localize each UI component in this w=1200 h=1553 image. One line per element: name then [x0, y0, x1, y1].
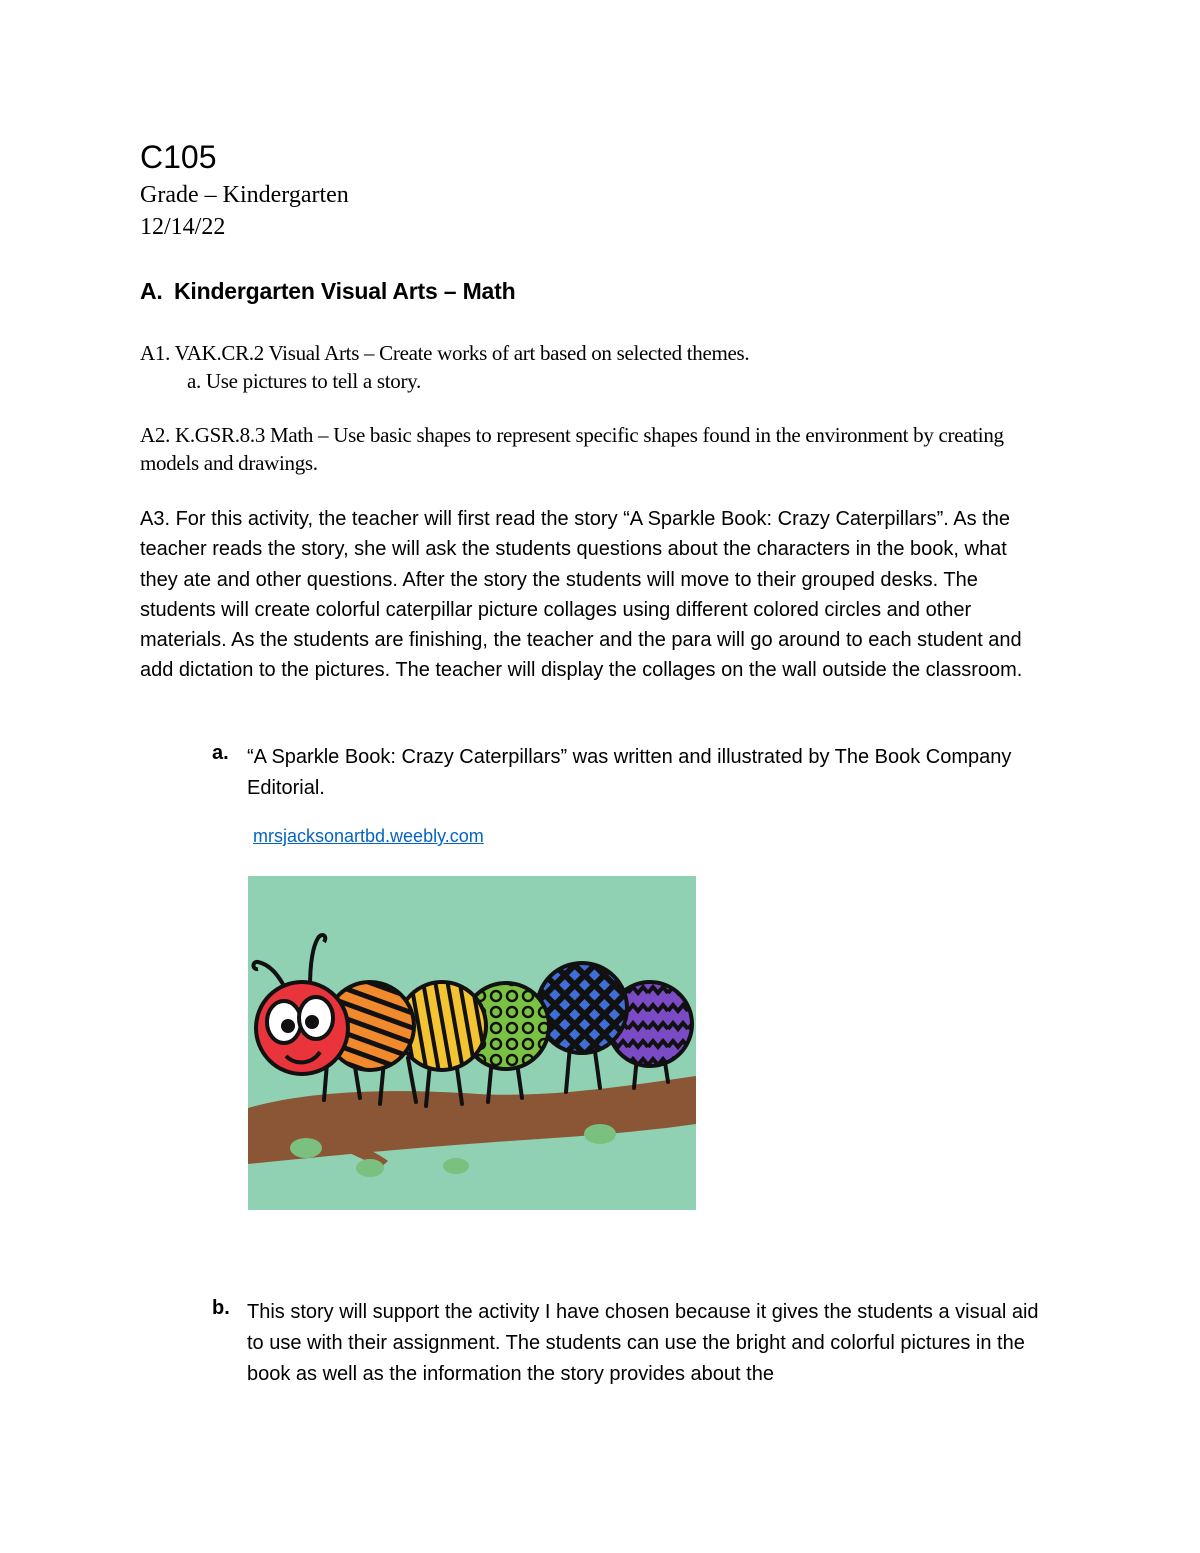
- item-a-text: “A Sparkle Book: Crazy Caterpillars” was written and illustrated by The Book Company Editorial.: [247, 746, 1012, 799]
- pupil: [305, 1015, 319, 1029]
- item-b-label: b.: [212, 1297, 230, 1319]
- item-a-label: a.: [212, 742, 229, 764]
- section-a-label: A.: [140, 278, 163, 304]
- pupil: [281, 1019, 295, 1033]
- body-segment-blue: [537, 963, 627, 1053]
- standard-a1-sub: a. Use pictures to tell a story.: [187, 369, 421, 393]
- standard-a2: A2. K.GSR.8.3 Math – Use basic shapes to represent specific shapes found in the environment by creating models and drawings.: [140, 423, 1004, 475]
- course-code: C105: [140, 139, 217, 175]
- leaf: [443, 1158, 469, 1174]
- activity-description: A3. For this activity, the teacher will first read the story “A Sparkle Book: Crazy Caterpillars”. As the teacher reads the story, she will ask the students questions about the characters in the book, what they ate and other questions. After the story the students will move to their grouped desks. The students will create colorful caterpillar picture collages using different colored circles and other materials. As the students are finishing, the teacher and the para will go around to each student and add dictation to the pictures. The teacher will display the collages on the wall outside the classroom.: [140, 508, 1023, 682]
- section-a-title: Kindergarten Visual Arts – Math: [174, 278, 516, 304]
- leaf: [584, 1124, 616, 1144]
- caterpillar-artwork-photo: [248, 876, 696, 1210]
- grade-line: Grade – Kindergarten: [140, 182, 349, 208]
- item-b-text: This story will support the activity I have chosen because it gives the students a visual aid to use with their assignment. The students can use the bright and colorful pictures in the book as well as the information the story provides about the: [247, 1301, 1039, 1385]
- standard-a1: A1. VAK.CR.2 Visual Arts – Create works of art based on selected themes.: [140, 341, 750, 365]
- section-a-heading: [140, 278, 515, 305]
- date-line: 12/14/22: [140, 214, 226, 240]
- leaf: [290, 1138, 322, 1158]
- leaf: [356, 1159, 384, 1177]
- source-link[interactable]: mrsjacksonartbd.weebly.com: [253, 826, 484, 846]
